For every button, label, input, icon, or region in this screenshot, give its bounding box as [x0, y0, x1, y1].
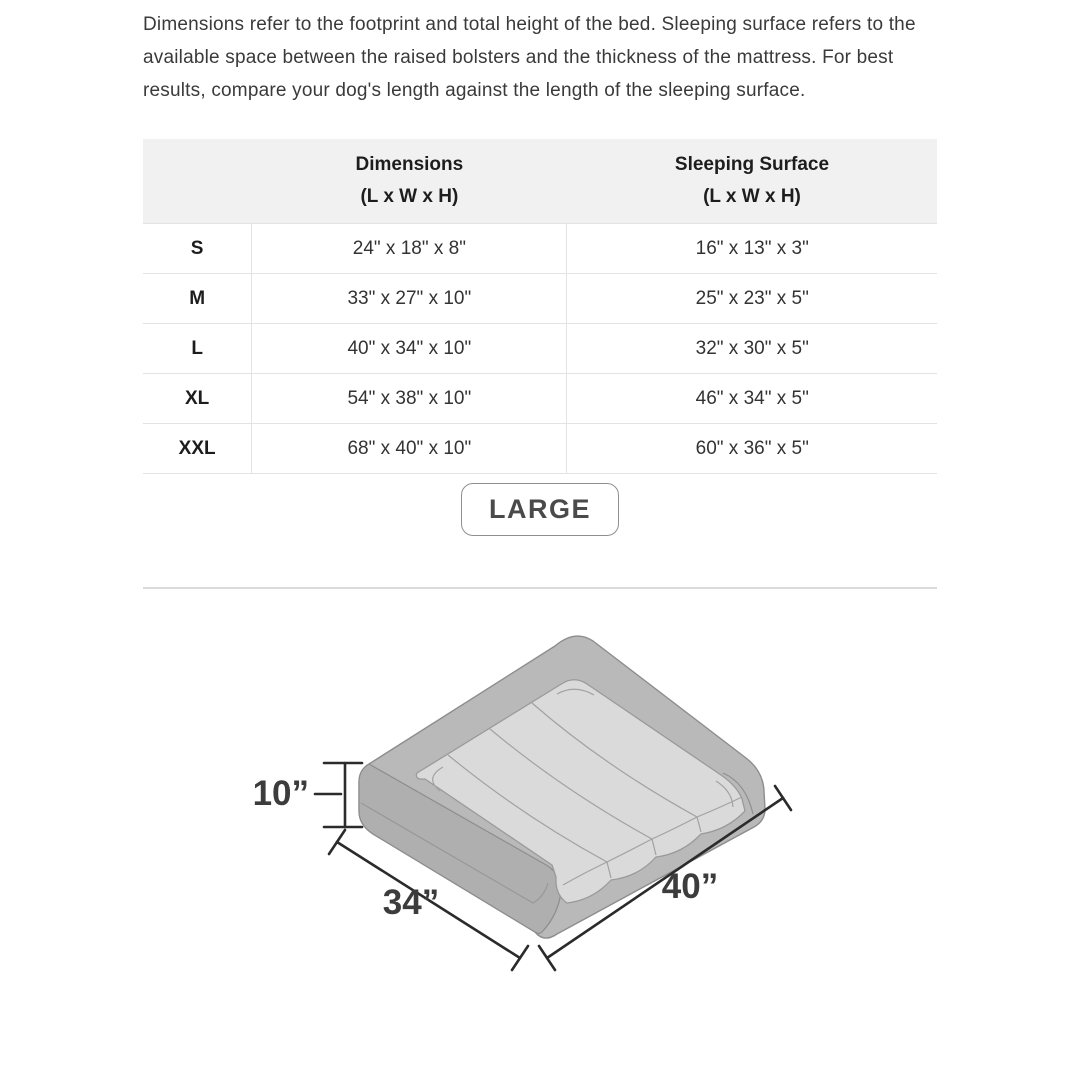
sleeping-surface-cell: 16" x 13" x 3" — [567, 224, 937, 274]
bed-diagram — [143, 615, 937, 1045]
dimensions-header-title: Dimensions — [355, 154, 464, 175]
table-row — [143, 374, 937, 424]
sleeping-surface-cell: 32" x 30" x 5" — [567, 324, 937, 374]
table-row — [143, 424, 937, 474]
sleeping-surface-cell: 25" x 23" x 5" — [567, 274, 937, 324]
height-dimension-label: 10” — [252, 774, 309, 813]
dimensions-cell: 24" x 18" x 8" — [252, 224, 567, 274]
dimensions-cell: 68" x 40" x 10" — [252, 424, 567, 474]
length-dimension-label: 40” — [661, 867, 719, 906]
size-cell: L — [143, 324, 252, 374]
sleeping-surface-header-subtitle: (L x W x H) — [703, 186, 801, 207]
sleeping-surface-cell: 46" x 34" x 5" — [567, 374, 937, 424]
sleeping-surface-cell: 60" x 36" x 5" — [567, 424, 937, 474]
width-dimension-label: 34” — [382, 883, 440, 922]
table-header — [143, 139, 937, 224]
selected-size-button[interactable]: LARGE — [461, 483, 619, 536]
size-cell: XL — [143, 374, 252, 424]
dimensions-column-header — [252, 139, 567, 224]
size-cell: M — [143, 274, 252, 324]
table-row — [143, 224, 937, 274]
dimensions-cell: 33" x 27" x 10" — [252, 274, 567, 324]
content-column — [143, 0, 937, 1050]
size-cell: XXL — [143, 424, 252, 474]
intro-paragraph: Dimensions refer to the footprint and total height of the bed. Sleeping surface refers to the available space between the raised bolsters and the thickness of the mattress. For best results, compare your dog's length against the length of the sleeping surface. — [143, 14, 916, 101]
size-cell: S — [143, 224, 252, 274]
dimensions-cell: 54" x 38" x 10" — [252, 374, 567, 424]
sleeping-surface-header-title: Sleeping Surface — [674, 154, 830, 175]
dimensions-cell: 40" x 34" x 10" — [252, 324, 567, 374]
table-row — [143, 324, 937, 374]
size-column-header — [143, 139, 252, 224]
sleeping-surface-column-header — [567, 139, 937, 224]
table-row — [143, 274, 937, 324]
height-dimension-bracket — [315, 763, 362, 827]
bed-diagram-figure — [143, 615, 937, 1050]
section-divider — [143, 587, 937, 589]
table-body — [143, 224, 937, 474]
size-chart-table — [143, 139, 937, 474]
size-button-row — [143, 483, 937, 536]
table-header-row — [143, 139, 937, 224]
dimensions-header-subtitle: (L x W x H) — [360, 186, 459, 207]
